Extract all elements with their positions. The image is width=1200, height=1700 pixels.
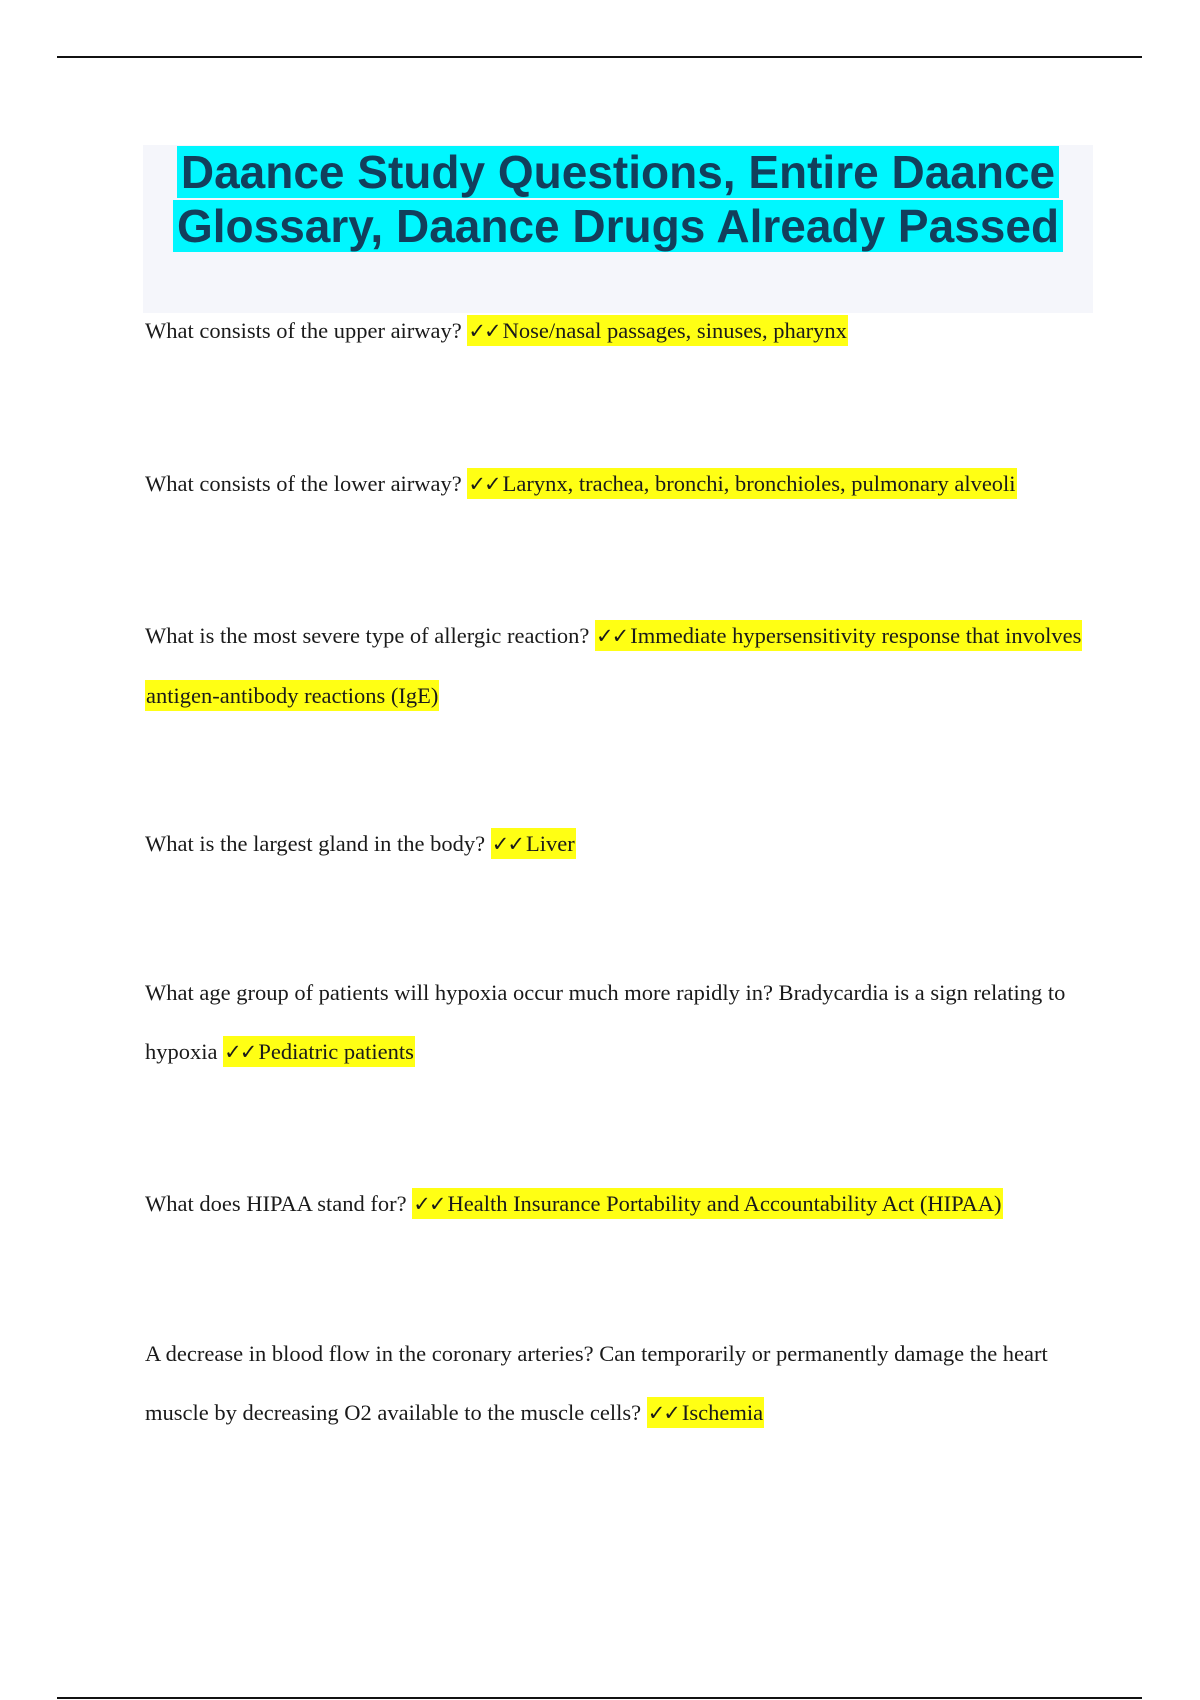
double-check-icon: ✓✓ xyxy=(468,319,500,343)
answer-highlight xyxy=(412,1188,1002,1219)
answer-text: Nose/nasal passages, sinuses, pharynx xyxy=(502,318,847,343)
answer-text: Larynx, trachea, bronchi, bronchioles, pulmonary alveoli xyxy=(502,471,1016,496)
answer-highlight xyxy=(467,315,848,346)
question-text: What does HIPAA stand for? xyxy=(145,1191,407,1216)
double-check-icon: ✓✓ xyxy=(647,1401,679,1425)
question-text: What consists of the lower airway? xyxy=(145,471,462,496)
answer-highlight xyxy=(467,468,1016,499)
qa-item xyxy=(145,301,1095,361)
question-text: What is the most severe type of allergic reaction? xyxy=(145,623,590,648)
question-text: What is the largest gland in the body? xyxy=(145,831,486,856)
answer-text: Liver xyxy=(525,831,575,856)
question-text: A decrease in blood flow in the coronary arteries? Can temporarily or permanently damage the heart muscle by decreasing O2 available to the muscle cells? xyxy=(145,1341,1048,1425)
double-check-icon: ✓✓ xyxy=(468,472,500,496)
document-title xyxy=(143,145,1093,253)
answer-text: Health Insurance Portability and Accountability Act (HIPAA) xyxy=(447,1191,1002,1216)
qa-item xyxy=(145,1174,1095,1234)
title-block xyxy=(143,145,1093,313)
question-text: What consists of the upper airway? xyxy=(145,318,462,343)
answer-highlight xyxy=(647,1397,764,1428)
answer-highlight xyxy=(491,828,576,859)
top-rule xyxy=(57,56,1142,58)
double-check-icon: ✓✓ xyxy=(596,624,628,648)
question-text: What age group of patients will hypoxia occur much more rapidly in? Bradycardia is a sign relating to hypoxia xyxy=(145,980,1066,1064)
double-check-icon: ✓✓ xyxy=(224,1040,256,1064)
qa-item xyxy=(145,606,1095,725)
answer-highlight xyxy=(223,1036,415,1067)
answer-text: Ischemia xyxy=(681,1400,764,1425)
document-title-text: Daance Study Questions, Entire Daance Glossary, Daance Drugs Already Passed xyxy=(173,146,1063,252)
bottom-rule xyxy=(57,1697,1142,1699)
double-check-icon: ✓✓ xyxy=(491,832,523,856)
qa-item xyxy=(145,454,1095,514)
qa-item xyxy=(145,814,1095,874)
double-check-icon: ✓✓ xyxy=(413,1192,445,1216)
answer-text: Immediate hypersensitivity response that involves antigen-antibody reactions (IgE) xyxy=(146,623,1082,708)
answer-text: Pediatric patients xyxy=(258,1039,414,1064)
qa-item xyxy=(145,963,1095,1082)
qa-item xyxy=(145,1324,1095,1443)
